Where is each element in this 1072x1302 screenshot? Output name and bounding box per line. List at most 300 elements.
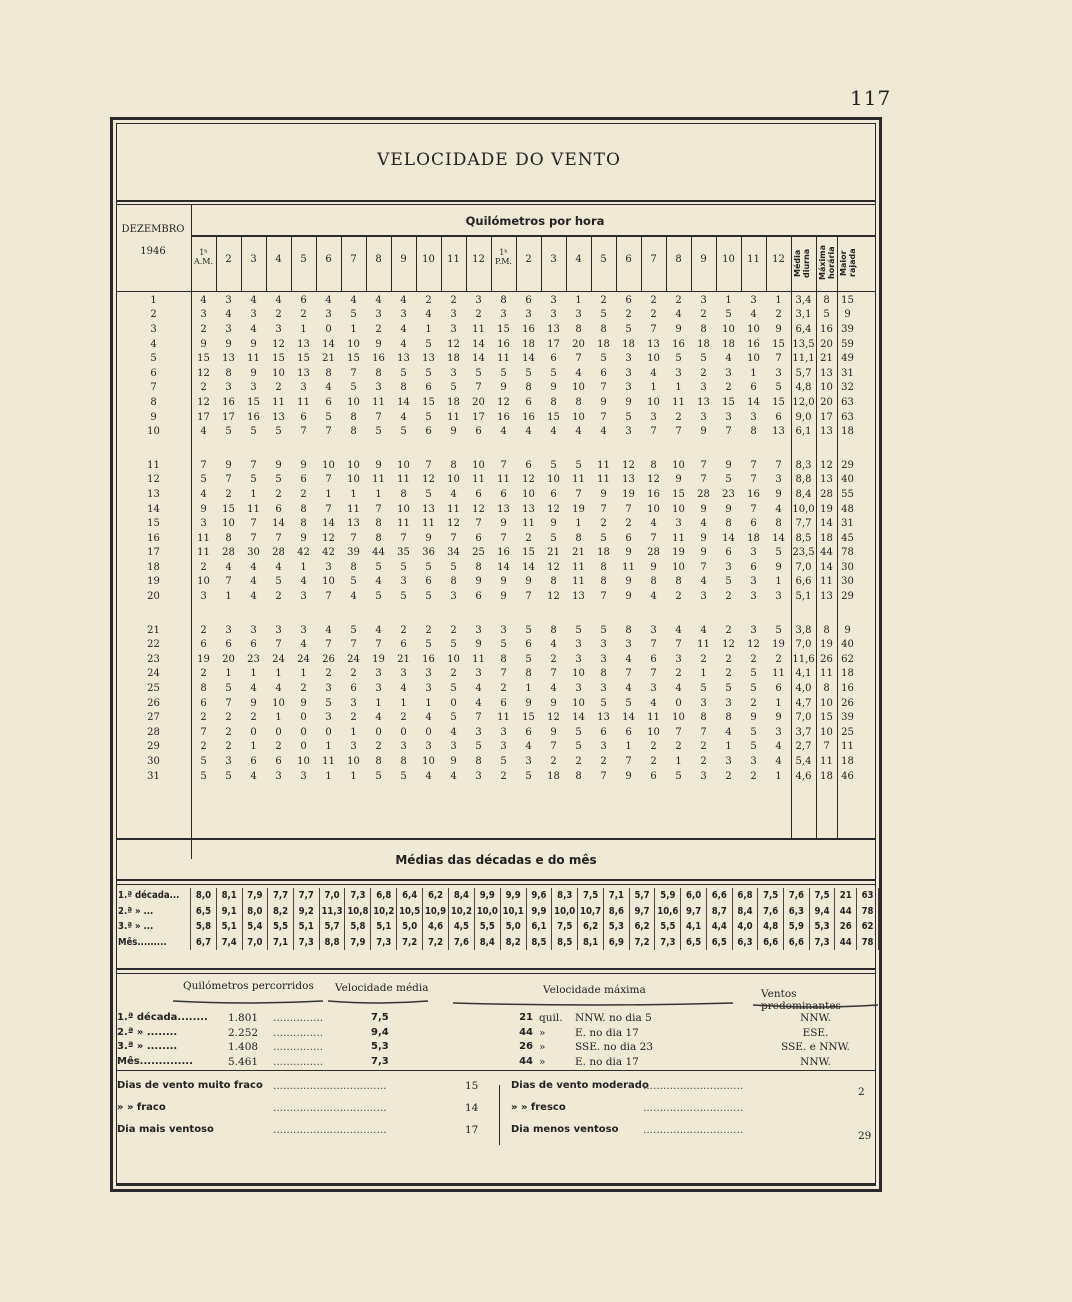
cell: 7,0 (795, 561, 812, 573)
table-row (116, 652, 858, 667)
dots-leader: ............... (273, 1026, 324, 1039)
table-row (116, 351, 858, 366)
cell: 2 (475, 309, 482, 321)
cell: 4 (625, 653, 632, 665)
decade-cell: 6,1 (526, 919, 552, 935)
cell: 2 (625, 518, 632, 530)
cell: 6 (725, 547, 732, 559)
decade-cell: 9,4 (809, 904, 835, 920)
cell: 12 (197, 396, 210, 408)
cell: 10 (322, 576, 335, 588)
cell: 10 (447, 653, 460, 665)
table-row (116, 308, 858, 323)
decade-cell: 44 (835, 935, 857, 951)
cell: 20 (572, 338, 585, 350)
cell: 3 (550, 294, 557, 306)
cell: 10,0 (792, 503, 815, 515)
cell: 0 (300, 726, 307, 738)
cell: 10 (347, 756, 360, 768)
footer-right-label: Dias de vento moderado (511, 1080, 649, 1091)
decade-cell: 8,4 (448, 888, 474, 904)
cell: 7 (375, 411, 382, 423)
cell: 9 (300, 697, 307, 709)
hour-header: 12 (472, 254, 485, 265)
cell: 3 (250, 309, 257, 321)
cell: 14 (572, 712, 585, 724)
cell: 13 (647, 338, 660, 350)
decade-row (116, 935, 879, 951)
cell: 5 (275, 576, 282, 588)
cell: 7 (775, 459, 782, 471)
cell: 7 (225, 576, 232, 588)
decade-cell: 5,8 (191, 919, 217, 935)
cell: 3 (725, 367, 732, 379)
cell: 15 (672, 488, 685, 500)
cell: 14 (322, 338, 335, 350)
cell: 5 (225, 683, 232, 695)
cell: 8 (525, 382, 532, 394)
cell: 6 (275, 756, 282, 768)
decade-cell: 10,9 (423, 904, 449, 920)
table-frame (110, 117, 882, 1192)
cell: 4 (375, 294, 382, 306)
km-value: 1.801 (228, 1012, 259, 1024)
cell: 6 (425, 576, 432, 588)
cell: 4 (750, 309, 757, 321)
cell: 23 (722, 488, 735, 500)
cell: 4 (300, 576, 307, 588)
cell: 4 (525, 426, 532, 438)
table-row (116, 710, 858, 725)
hour-header: 6 (325, 254, 332, 265)
cell: 4 (200, 294, 207, 306)
cell: 8 (400, 488, 407, 500)
hour-header: 12 (772, 254, 785, 265)
cell: 11 (472, 653, 485, 665)
cell: 45 (841, 532, 854, 544)
cell: 4 (650, 697, 657, 709)
dots-leader: .............................. (643, 1124, 744, 1136)
cell: 9 (650, 561, 657, 573)
cell: 4 (550, 683, 557, 695)
cell: 2 (275, 741, 282, 753)
cell: 9 (225, 338, 232, 350)
cell: 7 (500, 668, 507, 680)
cell: 28 (272, 547, 285, 559)
cell: 18 (841, 668, 854, 680)
cell: 7 (650, 639, 657, 651)
cell: 9 (200, 338, 207, 350)
cell: 3 (750, 624, 757, 636)
decade-cell: 5,5 (474, 919, 500, 935)
cell: 2 (650, 756, 657, 768)
cell: 8 (600, 561, 607, 573)
cell: 5 (725, 576, 732, 588)
cell: 7 (350, 532, 357, 544)
cell: 3 (575, 309, 582, 321)
cell: 7 (700, 726, 707, 738)
cell: 9 (250, 697, 257, 709)
cell: 15 (522, 547, 535, 559)
decade-cell: 7,6 (758, 904, 784, 920)
cell: 5 (750, 741, 757, 753)
footer-left-value: 15 (465, 1080, 479, 1092)
cell: 24 (297, 653, 310, 665)
cell: 2 (525, 532, 532, 544)
cell: 5 (725, 683, 732, 695)
cell: 11 (447, 503, 460, 515)
cell: 2 (425, 294, 432, 306)
cell: 78 (841, 547, 854, 559)
cell: 9 (550, 726, 557, 738)
day-number: 28 (147, 726, 160, 738)
decade-cell: 8,2 (268, 904, 294, 920)
cell: 11 (572, 561, 585, 573)
cell: 9 (550, 518, 557, 530)
cell: 2 (200, 712, 207, 724)
cell: 10 (572, 697, 585, 709)
cell: 14 (272, 518, 285, 530)
cell: 6 (250, 639, 257, 651)
decade-cell: 6,5 (681, 935, 707, 951)
cell: 11 (497, 474, 510, 486)
page-title: VELOCIDADE DO VENTO (377, 150, 621, 170)
cell: 7 (325, 639, 332, 651)
decade-cell: 7,3 (371, 935, 397, 951)
cell: 13 (622, 474, 635, 486)
hour-header: 8 (675, 254, 682, 265)
cell: 10 (272, 697, 285, 709)
cell: 5 (400, 591, 407, 603)
cell: 1 (325, 741, 332, 753)
cell: 6 (325, 396, 332, 408)
cell: 5 (325, 697, 332, 709)
cell: 4 (550, 426, 557, 438)
cell: 18 (597, 547, 610, 559)
cell: 8 (823, 683, 830, 695)
cell: 3 (250, 624, 257, 636)
cell: 8,4 (795, 488, 812, 500)
cell: 4 (225, 309, 232, 321)
cell: 0 (375, 726, 382, 738)
cell: 8 (700, 712, 707, 724)
cell: 9 (525, 697, 532, 709)
footer-right-value: 29 (858, 1130, 872, 1142)
cell: 10 (547, 474, 560, 486)
cell: 5 (525, 770, 532, 782)
cell: 8,3 (795, 459, 812, 471)
cell: 7 (250, 532, 257, 544)
cell: 18 (697, 338, 710, 350)
cell: 9 (725, 459, 732, 471)
decade-cell: 5,1 (216, 919, 242, 935)
decade-cell: 7,3 (345, 888, 371, 904)
table-row (116, 487, 858, 502)
cell: 3 (450, 323, 457, 335)
cell: 8 (450, 459, 457, 471)
cell: 14 (522, 353, 535, 365)
cell: 15 (772, 396, 785, 408)
cell: 7 (600, 382, 607, 394)
cell: 44 (372, 547, 385, 559)
cell: 16 (522, 411, 535, 423)
decade-cell: 44 (835, 904, 857, 920)
cell: 15 (272, 353, 285, 365)
cell: 18 (522, 338, 535, 350)
cell: 7 (650, 532, 657, 544)
cell: 20 (820, 396, 833, 408)
cell: 10 (347, 474, 360, 486)
cell: 2 (450, 294, 457, 306)
cell: 3 (775, 367, 782, 379)
decade-cell: 7,7 (268, 888, 294, 904)
decade-cell: 7,5 (809, 888, 835, 904)
decade-cell: 9,9 (500, 888, 526, 904)
cell: 1 (375, 488, 382, 500)
cell: 2 (625, 309, 632, 321)
cell: 13,5 (792, 338, 815, 350)
cell: 2 (700, 309, 707, 321)
cell: 14 (820, 518, 833, 530)
cell: 6 (525, 396, 532, 408)
cell: 13 (297, 338, 310, 350)
cell: 3 (450, 367, 457, 379)
day-number: 24 (147, 668, 160, 680)
cell: 7 (225, 697, 232, 709)
cell: 12 (322, 532, 335, 544)
cell: 2 (450, 668, 457, 680)
decade-cell: 7,6 (784, 888, 810, 904)
cell: 4 (200, 426, 207, 438)
cell: 16 (247, 411, 260, 423)
decade-label: Mês......... (116, 935, 191, 951)
decades-table (116, 888, 879, 950)
hour-header: 1ʰ P.M. (494, 248, 513, 266)
cell: 11 (197, 532, 210, 544)
cell: 2 (675, 591, 682, 603)
cell: 15 (547, 411, 560, 423)
cell: 2 (375, 323, 382, 335)
cell: 16 (222, 396, 235, 408)
cell: 3 (550, 309, 557, 321)
cell: 0 (400, 726, 407, 738)
cell: 5 (450, 382, 457, 394)
cell: 13 (522, 503, 535, 515)
cell: 3 (475, 726, 482, 738)
cell: 8 (823, 294, 830, 306)
decade-cell: 5,7 (629, 888, 655, 904)
cell: 18 (820, 532, 833, 544)
decade-cell: 7,2 (423, 935, 449, 951)
cell: 3 (725, 756, 732, 768)
cell: 4 (775, 741, 782, 753)
cell: 8 (600, 323, 607, 335)
cell: 0 (300, 741, 307, 753)
cell: 8 (600, 576, 607, 588)
cell: 21 (572, 547, 585, 559)
cell: 3 (525, 309, 532, 321)
cell: 4 (325, 382, 332, 394)
hour-header: 11 (747, 254, 760, 265)
cell: 5 (450, 683, 457, 695)
cell: 28 (697, 488, 710, 500)
cell: 2 (225, 712, 232, 724)
cell: 10 (322, 459, 335, 471)
decade-cell: 6,3 (732, 935, 758, 951)
cell: 12 (747, 639, 760, 651)
day-number: 21 (147, 624, 160, 636)
cell: 3 (575, 653, 582, 665)
cell: 1 (425, 697, 432, 709)
cell: 13 (772, 426, 785, 438)
cell: 6 (200, 697, 207, 709)
cell: 7 (250, 459, 257, 471)
decade-cell: 78 (857, 935, 879, 951)
cell: 14 (722, 532, 735, 544)
decade-cell: 5,0 (500, 919, 526, 935)
decade-cell: 6,9 (604, 935, 630, 951)
cell: 18 (447, 396, 460, 408)
cell: 13 (397, 353, 410, 365)
cell: 2 (650, 741, 657, 753)
decade-cell: 10,5 (397, 904, 423, 920)
cell: 2 (725, 591, 732, 603)
table-row (116, 293, 858, 308)
cell: 17 (472, 411, 485, 423)
decade-cell: 5,9 (655, 888, 681, 904)
cell: 17 (820, 411, 833, 423)
cell: 16 (497, 338, 510, 350)
cell: 4 (250, 576, 257, 588)
cell: 4 (350, 294, 357, 306)
cell: 7 (650, 668, 657, 680)
hour-header: 4 (275, 254, 282, 265)
day-number: 25 (147, 683, 160, 695)
cell: 7,0 (795, 712, 812, 724)
cell: 40 (841, 639, 854, 651)
cell: 3 (575, 683, 582, 695)
table-row (116, 769, 858, 784)
cell: 7 (350, 639, 357, 651)
cell: 10 (297, 756, 310, 768)
cell: 4 (400, 323, 407, 335)
cell: 1 (775, 576, 782, 588)
cell: 9 (375, 459, 382, 471)
decade-cell: 6,8 (732, 888, 758, 904)
winds-header: Ventos predominantes (761, 988, 841, 1012)
cell: 3 (400, 309, 407, 321)
cell: 2 (550, 756, 557, 768)
cell: 12 (820, 459, 833, 471)
table-row (116, 516, 858, 531)
cell: 7 (750, 459, 757, 471)
cell: 8 (375, 756, 382, 768)
cell: 31 (841, 518, 854, 530)
km-value: 5.461 (228, 1055, 259, 1068)
table-row (116, 337, 858, 352)
dots-leader: .................................. (273, 1102, 387, 1114)
decade-cell: 10,2 (371, 904, 397, 920)
cell: 8 (650, 576, 657, 588)
cell: 6 (750, 382, 757, 394)
max-desc: NNW. no dia 5 (575, 1012, 652, 1024)
cell: 13 (572, 591, 585, 603)
cell: 9,0 (795, 411, 812, 423)
cell: 4 (700, 624, 707, 636)
cell: 0 (450, 697, 457, 709)
cell: 1 (775, 770, 782, 782)
decade-cell: 11,3 (319, 904, 345, 920)
cell: 3 (475, 294, 482, 306)
cell: 9 (600, 488, 607, 500)
cell: 3 (325, 309, 332, 321)
table-row (116, 410, 858, 425)
cell: 9 (475, 639, 482, 651)
cell: 1 (275, 712, 282, 724)
cell: 8 (700, 323, 707, 335)
cell: 12 (272, 338, 285, 350)
cell: 13 (820, 367, 833, 379)
cell: 3 (625, 353, 632, 365)
cell: 7 (823, 741, 830, 753)
cell: 11 (247, 353, 260, 365)
cell: 7 (550, 741, 557, 753)
table-row (116, 502, 858, 517)
cell: 4 (575, 367, 582, 379)
cell: 24 (272, 653, 285, 665)
cell: 2 (600, 294, 607, 306)
cell: 6 (475, 591, 482, 603)
decade-cell: 8,0 (191, 888, 217, 904)
cell: 3 (375, 668, 382, 680)
cell: 5 (350, 382, 357, 394)
cell: 11 (297, 396, 310, 408)
cell: 15 (841, 294, 854, 306)
cell: 10 (820, 382, 833, 394)
cell: 7 (575, 488, 582, 500)
cell: 30 (841, 561, 854, 573)
cell: 7 (325, 474, 332, 486)
decade-cell: 8,6 (604, 904, 630, 920)
hour-header: 6 (625, 254, 632, 265)
max-unit: quil. (539, 1012, 563, 1024)
cell: 5 (600, 624, 607, 636)
cell: 1 (350, 488, 357, 500)
decade-cell: 6,5 (191, 904, 217, 920)
decade-cell: 7,1 (604, 888, 630, 904)
decade-cell: 7,9 (345, 935, 371, 951)
cell: 62 (841, 653, 854, 665)
cell: 12 (547, 503, 560, 515)
cell: 2 (700, 367, 707, 379)
decade-cell: 5,5 (268, 919, 294, 935)
cell: 3 (300, 624, 307, 636)
summary-label: Mês.............. (117, 1055, 193, 1067)
cell: 14 (397, 396, 410, 408)
day-number: 10 (147, 426, 160, 438)
cell: 2 (300, 488, 307, 500)
cell: 5 (625, 323, 632, 335)
cell: 5 (750, 726, 757, 738)
summary-col-header: Maior rajada (839, 248, 857, 278)
decade-cell: 4,8 (758, 919, 784, 935)
decade-cell: 5,1 (293, 919, 319, 935)
cell: 9 (775, 323, 782, 335)
cell: 3 (700, 697, 707, 709)
cell: 10 (347, 338, 360, 350)
max-value: 44 (519, 1055, 533, 1067)
cell: 9 (625, 547, 632, 559)
